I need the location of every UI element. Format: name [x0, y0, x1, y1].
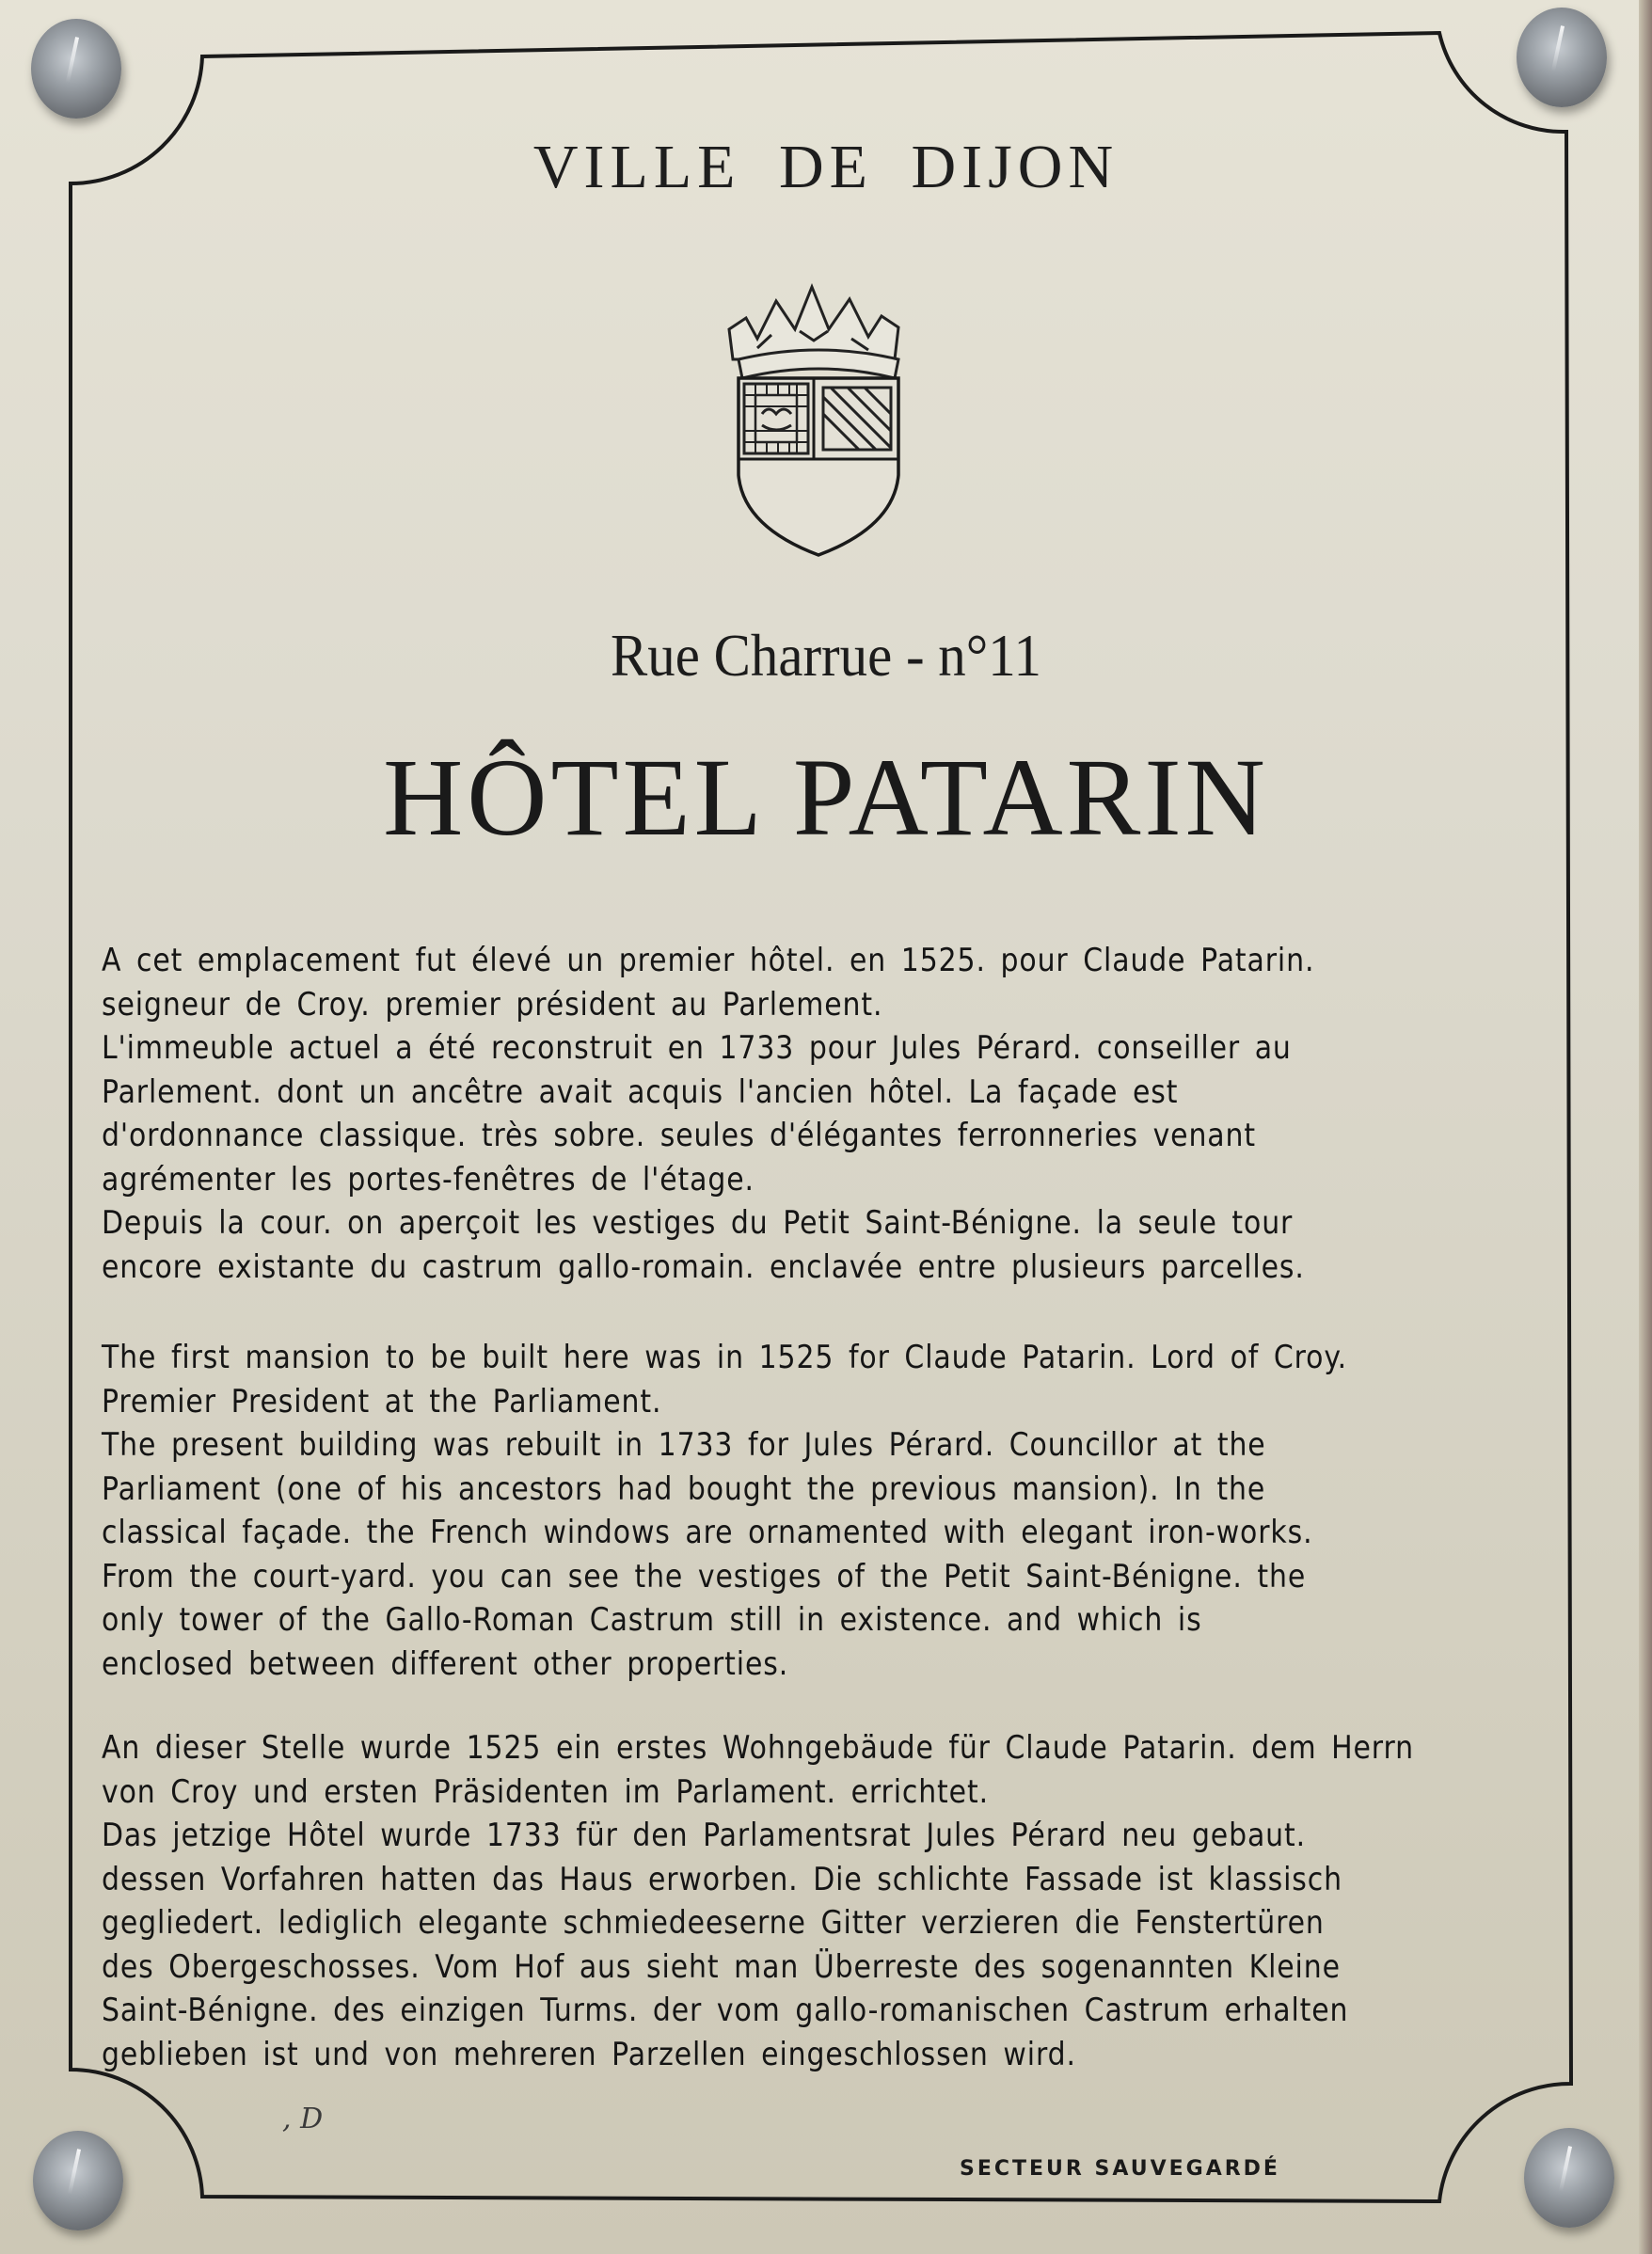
english-line: classical façade. the French windows are ornamented with elegant iron-works.	[102, 1514, 1313, 1551]
building-name-title: HÔTEL PATARIN	[383, 736, 1269, 859]
french-line: encore existante du castrum gallo-romain. enclavée entre plusieurs parcelles.	[102, 1247, 1305, 1286]
english-line: Parliament (one of his ancestors had bought the previous mansion). In the	[102, 1469, 1266, 1508]
street-address: Rue Charrue - n°11	[611, 622, 1041, 689]
english-line: enclosed between different other properties.	[102, 1644, 789, 1683]
german-line: dessen Vorfahren hatten das Haus erworben. Die schlichte Fassade ist klassisch	[102, 1860, 1342, 1898]
german-line: Das jetzige Hôtel wurde 1733 für den Parlamentsrat Jules Pérard neu gebaut.	[102, 1817, 1307, 1854]
city-heading: VILLE DE DIJON	[532, 133, 1120, 201]
french-line: seigneur de Croy. premier président au Parlement.	[102, 985, 883, 1024]
german-line: An dieser Stelle wurde 1525 ein erstes Wohngebäude für Claude Patarin. dem Herrn	[102, 1729, 1414, 1767]
french-line: Parlement. dont un ancêtre avait acquis l'ancien hôtel. La façade est	[102, 1072, 1179, 1111]
french-line: A cet emplacement fut élevé un premier hôtel. en 1525. pour Claude Patarin.	[102, 942, 1315, 979]
bolt-top-left-icon	[31, 19, 121, 119]
german-line: geblieben ist und von mehreren Parzellen eingeschlossen wird.	[102, 2035, 1076, 2073]
german-line: Saint-Bénigne. des einzigen Turms. der vom gallo-romanischen Castrum erhalten	[102, 1992, 1349, 2029]
french-line: d'ordonnance classique. très sobre. seules d'élégantes ferronneries venant	[102, 1117, 1256, 1154]
german-line: des Obergeschosses. Vom Hof aus sieht man Überreste des sogenannten Kleine	[102, 1947, 1341, 1986]
bolt-top-right-icon	[1517, 8, 1607, 107]
english-line: The first mansion to be built here was in 1525 for Claude Patarin. Lord of Croy.	[102, 1339, 1348, 1376]
french-line: L'immeuble actuel a été reconstruit en 1733 pour Jules Pérard. conseiller au	[102, 1029, 1292, 1067]
dijon-coat-of-arms-icon	[710, 273, 927, 564]
english-line: only tower of the Gallo-Roman Castrum still in existence. and which is	[102, 1601, 1202, 1639]
french-line: Depuis la cour. on aperçoit les vestiges du Petit Saint-Bénigne. la seule tour	[102, 1204, 1294, 1242]
footer-label: SECTEUR SAUVEGARDÉ	[960, 2157, 1280, 2181]
english-line: From the court-yard. you can see the vestiges of the Petit Saint-Bénigne. the	[102, 1557, 1307, 1595]
english-line: The present building was rebuilt in 1733 for Jules Pérard. Councillor at the	[102, 1426, 1266, 1464]
french-text-block	[102, 939, 1532, 1289]
french-line: agrémenter les portes-fenêtres de l'étage.	[102, 1160, 755, 1198]
german-line: gegliedert. lediglich elegante schmiedeeserne Gitter verzieren die Fenstertüren	[102, 1904, 1325, 1942]
german-text-block	[102, 1726, 1532, 2076]
bolt-bottom-left-icon	[33, 2131, 123, 2230]
english-line: Premier President at the Parliament.	[102, 1382, 662, 1421]
graffiti-mark: , D	[282, 2103, 324, 2135]
bolt-bottom-right-icon	[1524, 2128, 1614, 2228]
german-line: von Croy und ersten Präsidenten im Parlament. errichtet.	[102, 1772, 989, 1811]
english-text-block	[102, 1336, 1532, 1686]
